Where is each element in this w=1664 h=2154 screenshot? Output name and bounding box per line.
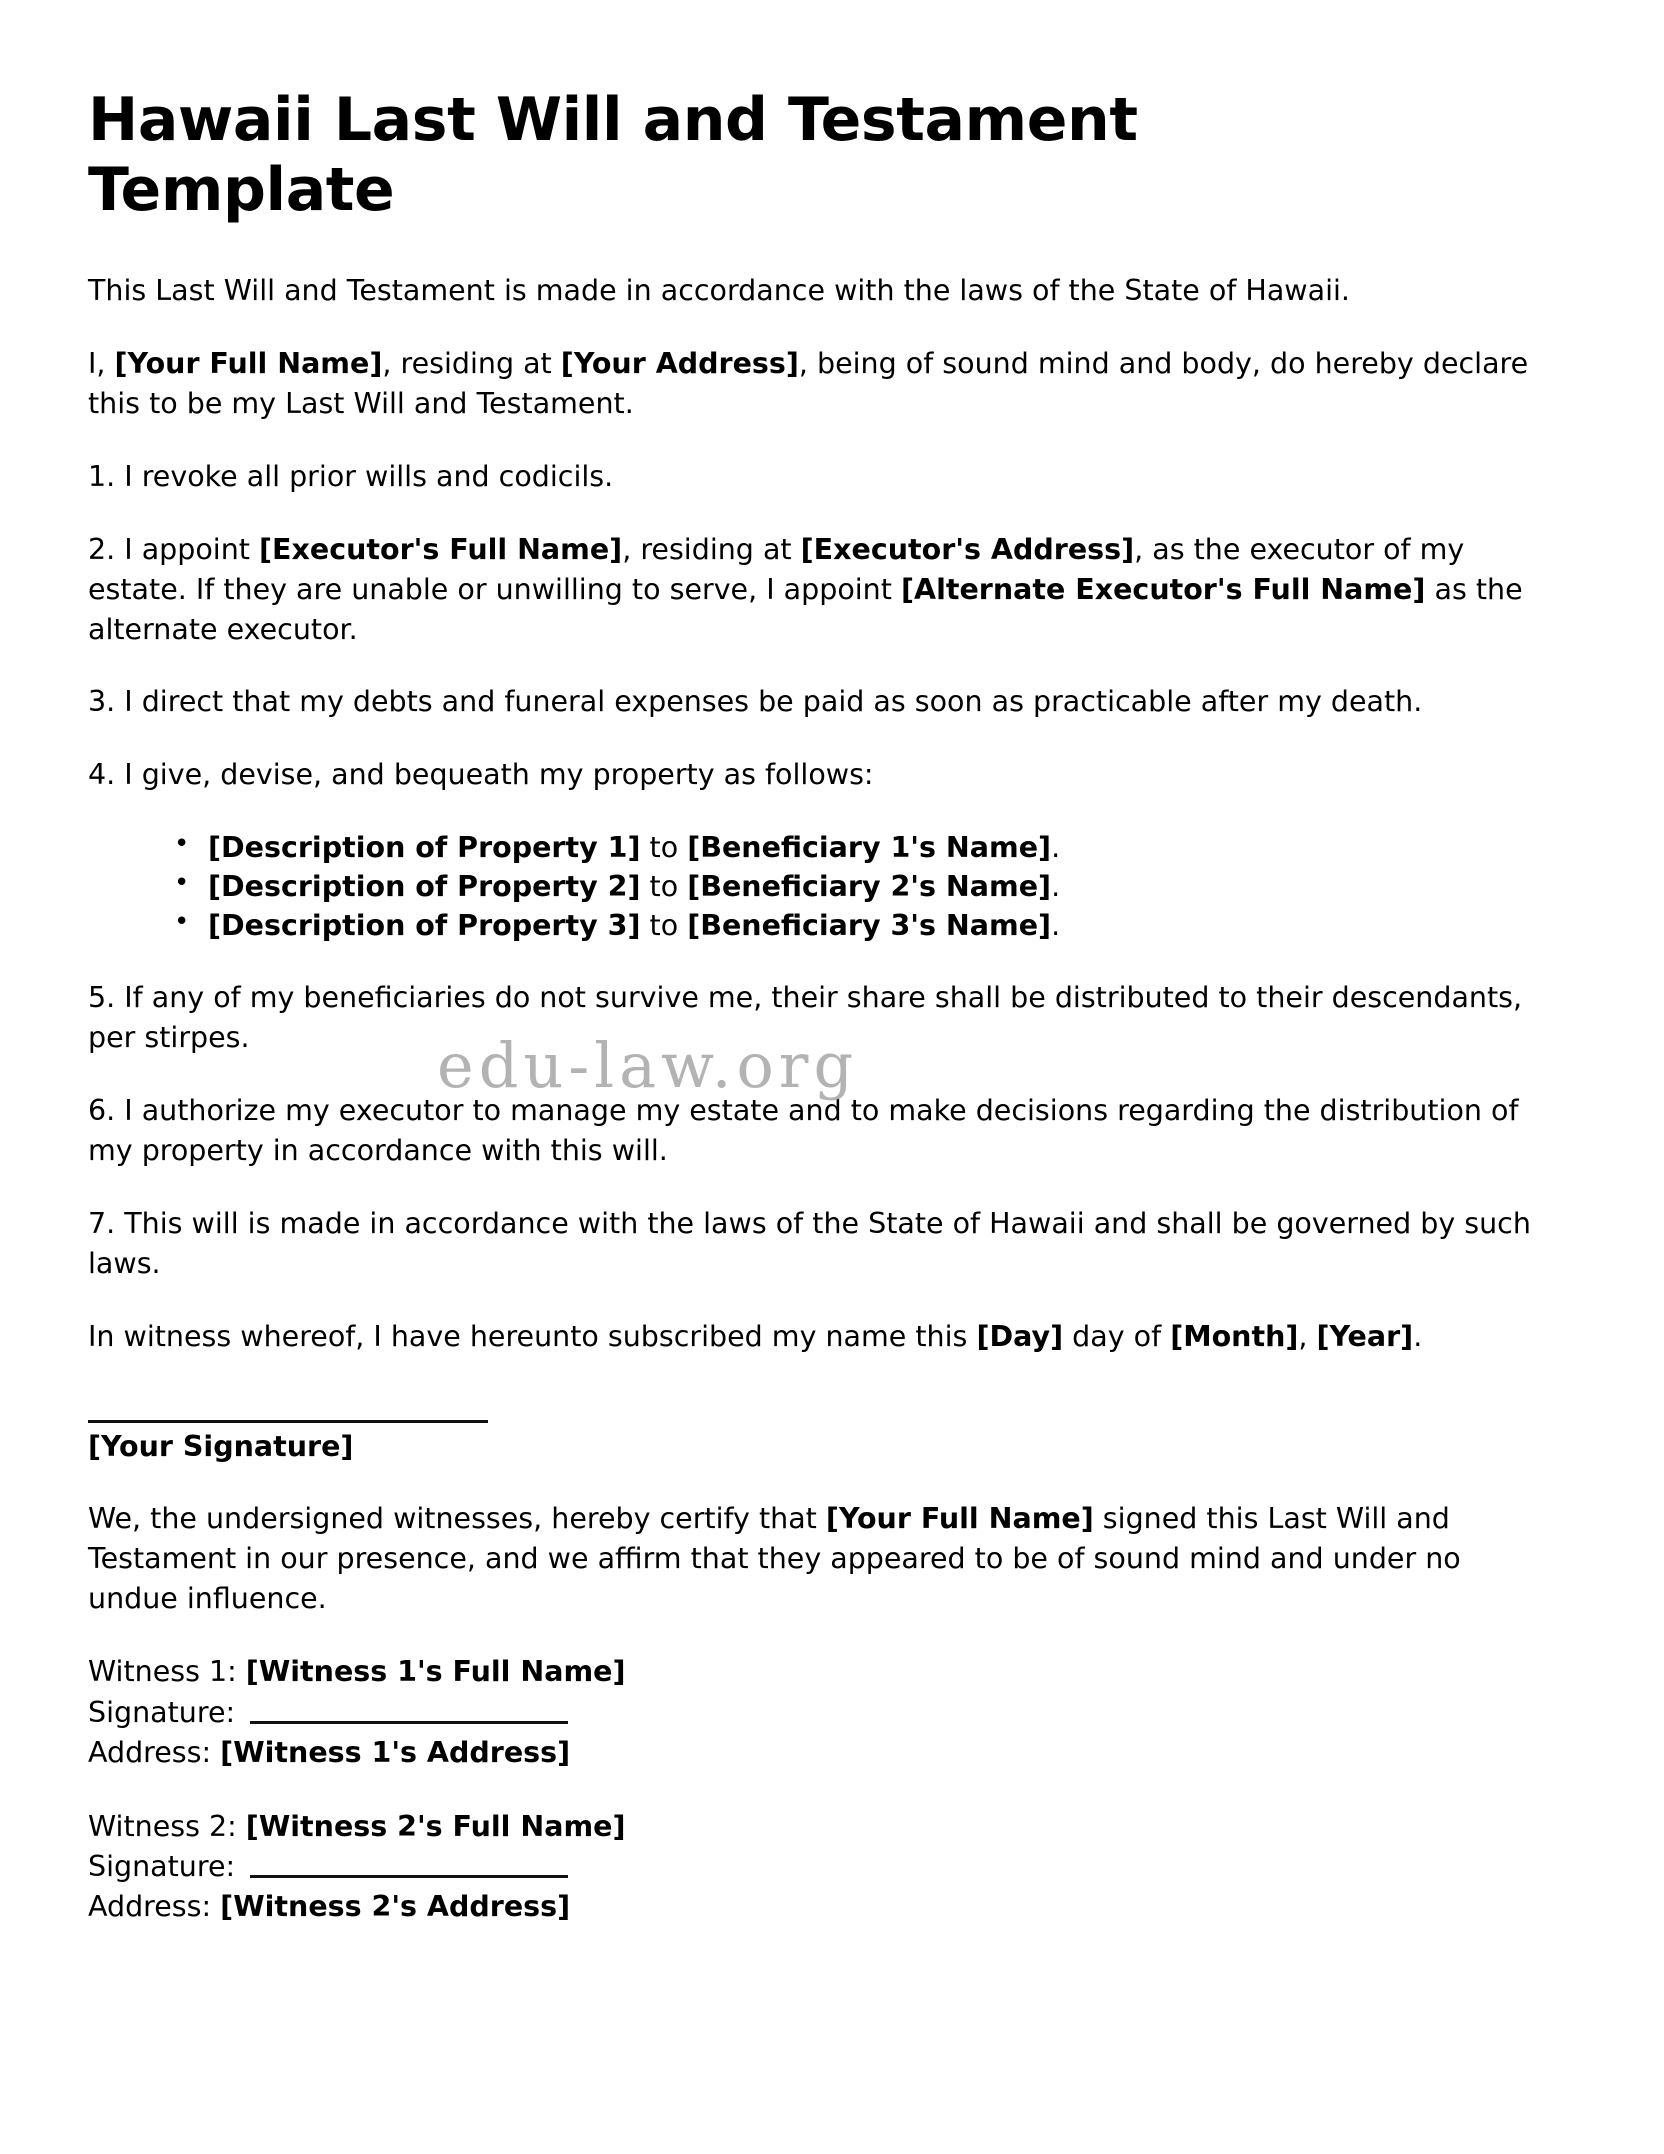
property-terminator-2: . — [1051, 870, 1061, 904]
clause-2-part-2: , residing at — [622, 532, 801, 566]
intro-text: This Last Will and Testament is made in accordance with the laws of the State of Hawaii. — [88, 274, 1350, 308]
your-address-placeholder: [Your Address] — [560, 347, 799, 381]
clause-2-part-3: , as the executor of my estate. If they are unable or unwilling to serve, I appoint — [88, 532, 1465, 606]
declaration-part-2: , residing at — [382, 347, 561, 381]
witness-cert-part-2: signed this Last Will and Testament in our presence, and we affirm that they appeared to be of sound mind and under no undue influence. — [88, 1502, 1461, 1616]
attestation-paragraph — [88, 1317, 1538, 1357]
witness-2-address-label: Address: — [88, 1890, 221, 1924]
witness-2-signature-line — [88, 1847, 1598, 1887]
witness-2-name-label: Witness 2: — [88, 1809, 246, 1843]
day-placeholder: [Day] — [976, 1319, 1064, 1353]
witness-2-block — [88, 1807, 1598, 1928]
clause-6-text: 6. I authorize my executor to manage my estate and to make decisions regarding the distribution of my property in accordance with this will. — [88, 1094, 1519, 1167]
property-terminator-1: . — [1051, 831, 1061, 865]
witness-2-name-value: [Witness 2's Full Name] — [245, 1809, 626, 1843]
property-description-1: [Description of Property 1] — [208, 831, 641, 865]
witness-certification-paragraph — [88, 1499, 1538, 1619]
witness-2-address-line — [88, 1887, 1598, 1927]
site-watermark: edu-law.org — [437, 1029, 859, 1102]
clause-7-text: 7. This will is made in accordance with the laws of the State of Hawaii and shall be governed by such laws. — [88, 1206, 1531, 1280]
property-terminator-3: . — [1051, 909, 1061, 943]
clause-2-paragraph — [88, 530, 1538, 650]
witness-2-signature-rule — [250, 1875, 568, 1878]
witness-1-signature-label: Signature: — [88, 1695, 245, 1729]
clause-3-paragraph — [88, 682, 1538, 722]
witness-1-name-value: [Witness 1's Full Name] — [245, 1655, 626, 1689]
witness-1-signature-line — [88, 1693, 1598, 1733]
witness-1-name-line — [88, 1652, 1598, 1692]
witness-1-address-line — [88, 1733, 1598, 1773]
witness-1-block — [88, 1652, 1598, 1773]
signature-line — [88, 1420, 488, 1423]
clause-4-intro-text: 4. I give, devise, and bequeath my property as follows: — [88, 758, 874, 792]
clause-3-text: 3. I direct that my debts and funeral expenses be paid as soon as practicable after my death. — [88, 685, 1423, 719]
intro-paragraph — [88, 271, 1538, 311]
witness-cert-part-1: We, the undersigned witnesses, hereby certify that — [88, 1502, 826, 1536]
property-connector-3: to — [640, 909, 688, 943]
beneficiary-name-3: [Beneficiary 3's Name] — [687, 909, 1052, 943]
declaration-paragraph — [88, 344, 1538, 424]
attestation-part-1: In witness whereof, I have hereunto subscribed my name this — [88, 1319, 977, 1353]
clause-6-paragraph — [88, 1091, 1538, 1171]
year-placeholder: [Year] — [1316, 1319, 1414, 1353]
list-item — [174, 828, 1598, 867]
declaration-part-1: I, — [88, 347, 115, 381]
witness-2-address-value: [Witness 2's Address] — [220, 1890, 571, 1924]
attestation-part-2: day of — [1063, 1319, 1171, 1353]
signature-label: [Your Signature] — [88, 1429, 354, 1463]
property-description-3: [Description of Property 3] — [208, 909, 641, 943]
attestation-part-4: . — [1413, 1319, 1423, 1353]
list-item — [174, 906, 1598, 945]
property-bequest-list — [88, 828, 1598, 945]
witness-1-signature-rule — [250, 1721, 568, 1724]
alternate-executor-full-name-placeholder: [Alternate Executor's Full Name] — [900, 572, 1426, 606]
list-item — [174, 867, 1598, 906]
property-connector-2: to — [640, 870, 688, 904]
witness-1-name-label: Witness 1: — [88, 1655, 246, 1689]
witness-2-signature-label: Signature: — [88, 1849, 245, 1883]
witness-2-name-line — [88, 1807, 1598, 1847]
signature-block — [88, 1420, 1598, 1467]
declaration-part-3: , being of sound mind and body, do hereby declare this to be my Last Will and Testament. — [88, 347, 1529, 420]
page-title: Hawaii Last Will and Testament Template — [88, 85, 1138, 225]
attestation-part-3: , — [1298, 1319, 1317, 1353]
witness-cert-your-full-name: [Your Full Name] — [825, 1502, 1094, 1536]
beneficiary-name-2: [Beneficiary 2's Name] — [687, 870, 1052, 904]
clause-4-intro — [88, 755, 1538, 795]
property-description-2: [Description of Property 2] — [208, 870, 641, 904]
witness-1-address-value: [Witness 1's Address] — [220, 1736, 571, 1770]
clause-1-paragraph — [88, 457, 1538, 497]
clause-1-text: 1. I revoke all prior wills and codicils. — [88, 459, 614, 493]
executor-full-name-placeholder: [Executor's Full Name] — [259, 532, 623, 566]
your-full-name-placeholder: [Your Full Name] — [114, 347, 383, 381]
executor-address-placeholder: [Executor's Address] — [800, 532, 1135, 566]
clause-7-paragraph — [88, 1204, 1538, 1284]
month-placeholder: [Month] — [1170, 1319, 1299, 1353]
beneficiary-name-1: [Beneficiary 1's Name] — [687, 831, 1052, 865]
clause-5-text: 5. If any of my beneficiaries do not survive me, their share shall be distributed to their descendants, per stirpes. — [88, 981, 1523, 1055]
property-connector-1: to — [640, 831, 688, 865]
clause-2-part-4: as the alternate executor. — [88, 572, 1523, 646]
clause-5-paragraph — [88, 978, 1538, 1058]
clause-2-part-1: 2. I appoint — [88, 532, 260, 566]
witness-1-address-label: Address: — [88, 1736, 221, 1770]
